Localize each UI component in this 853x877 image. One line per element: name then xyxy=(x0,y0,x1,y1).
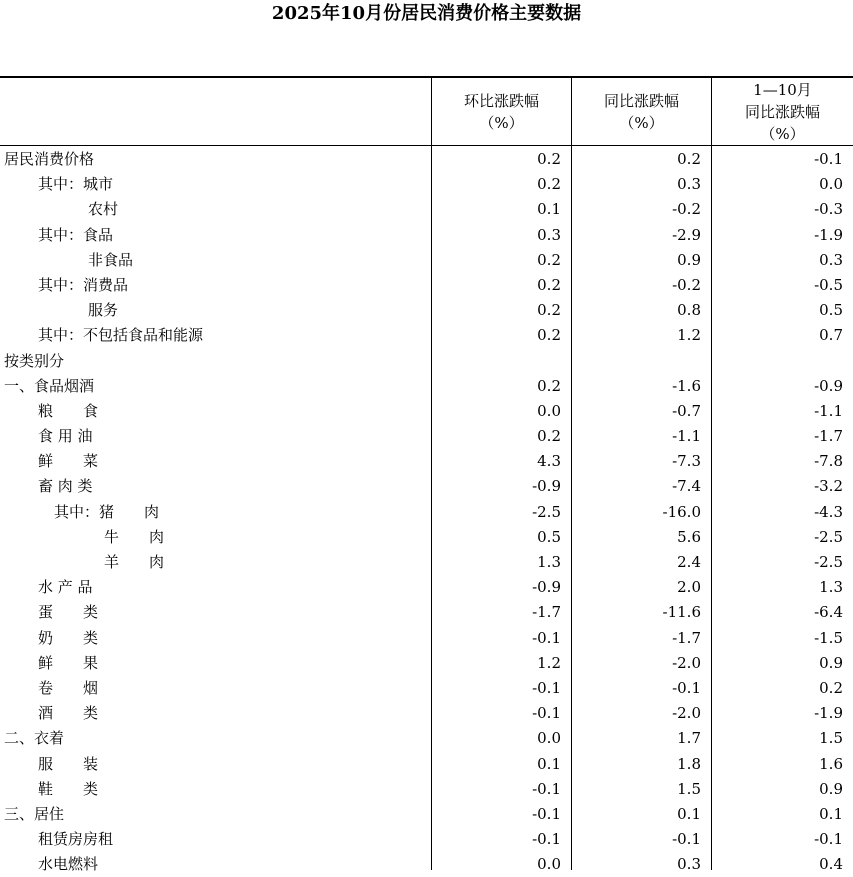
row-value-yoy: -2.0 xyxy=(672,704,701,723)
row-value-mom: 1.2 xyxy=(537,653,561,672)
row-value-ytd: -0.5 xyxy=(814,275,843,294)
row-value-yoy: 2.4 xyxy=(677,553,701,571)
row-value-mom: -0.1 xyxy=(532,704,561,723)
table-row xyxy=(0,600,853,625)
row-value-yoy: 0.9 xyxy=(677,250,701,269)
row-value-ytd: 0.3 xyxy=(819,250,843,269)
row-value-ytd: -2.5 xyxy=(814,553,843,571)
row-label: 蛋 类 xyxy=(38,603,99,622)
row-value-mom: -0.1 xyxy=(532,678,561,697)
row-label: 非食品 xyxy=(88,250,134,269)
header-yoy-line1: 同比涨跌幅 xyxy=(603,91,679,110)
header-ytd-line1: 1—10月 xyxy=(753,80,812,99)
table-row xyxy=(0,273,853,298)
table-row xyxy=(0,827,853,852)
row-value-yoy: -0.2 xyxy=(672,200,701,219)
row-value-mom: -0.1 xyxy=(532,628,561,647)
row-value-mom: 0.0 xyxy=(537,855,561,874)
row-value-yoy: 1.8 xyxy=(677,754,701,773)
row-value-mom: 0.1 xyxy=(537,200,561,219)
row-value-yoy: -7.3 xyxy=(672,452,701,471)
row-value-ytd: -0.1 xyxy=(814,830,843,849)
row-value-mom: 0.5 xyxy=(537,527,561,546)
row-label: 服务 xyxy=(88,301,119,320)
row-label: 卷 烟 xyxy=(38,678,99,697)
row-label: 农村 xyxy=(88,200,119,219)
row-label: 粮 食 xyxy=(38,401,99,420)
row-value-mom: 0.0 xyxy=(537,729,561,748)
row-value-ytd: -2.5 xyxy=(814,527,843,546)
row-value-yoy: -0.1 xyxy=(672,678,701,697)
row-value-ytd: -6.4 xyxy=(814,603,843,622)
row-label: 按类别分 xyxy=(4,351,65,370)
row-value-ytd: 0.0 xyxy=(819,175,843,194)
row-value-yoy: 0.3 xyxy=(677,175,701,194)
row-value-yoy: 1.7 xyxy=(677,729,701,748)
table-row xyxy=(0,147,853,172)
table-row xyxy=(0,500,853,525)
row-value-mom: 0.2 xyxy=(537,250,561,269)
table-row xyxy=(0,197,853,222)
table-row xyxy=(0,626,853,651)
row-value-ytd: -0.3 xyxy=(814,200,843,219)
table-row xyxy=(0,474,853,499)
row-value-mom: -0.9 xyxy=(532,477,561,496)
row-label: 其中：食品 xyxy=(38,225,114,244)
row-value-ytd: -1.1 xyxy=(814,401,843,420)
row-value-ytd: -1.9 xyxy=(814,225,843,244)
row-value-ytd: -7.8 xyxy=(814,452,843,471)
header-ytd-line2: 同比涨跌幅 xyxy=(744,102,820,121)
row-label: 二、衣着 xyxy=(4,729,65,748)
row-value-mom: 0.2 xyxy=(537,427,561,446)
row-value-ytd: 0.1 xyxy=(819,804,843,823)
table-header xyxy=(0,76,853,146)
row-label: 奶 类 xyxy=(38,628,99,647)
row-value-yoy: -1.7 xyxy=(672,628,701,647)
row-label: 其中：猪 肉 xyxy=(54,502,160,521)
row-label: 租赁房房租 xyxy=(38,830,114,849)
row-value-ytd: -4.3 xyxy=(814,502,843,521)
header-mom-line1: 环比涨跌幅 xyxy=(463,91,539,110)
row-value-yoy: -2.9 xyxy=(672,225,701,244)
row-label: 鲜 菜 xyxy=(38,452,99,471)
row-label: 水 产 品 xyxy=(38,578,93,597)
row-value-mom: 0.2 xyxy=(537,326,561,345)
row-label: 水电燃料 xyxy=(38,855,99,874)
row-label: 三、居住 xyxy=(4,804,65,823)
row-label: 羊 肉 xyxy=(104,553,165,571)
row-value-mom: -0.1 xyxy=(532,779,561,798)
row-value-mom: 4.3 xyxy=(537,452,561,471)
row-value-yoy: -0.1 xyxy=(672,830,701,849)
row-value-yoy: 2.0 xyxy=(677,578,701,597)
table-row xyxy=(0,172,853,197)
row-value-mom: -0.1 xyxy=(532,830,561,849)
row-value-yoy: -1.6 xyxy=(672,376,701,395)
table-body xyxy=(0,147,853,877)
page-title: 2025年10月份居民消费价格主要数据 xyxy=(271,3,582,24)
row-value-yoy: -0.2 xyxy=(672,275,701,294)
table-row xyxy=(0,223,853,248)
row-value-ytd: 0.4 xyxy=(819,855,843,874)
table-row xyxy=(0,550,853,575)
row-value-yoy: -1.1 xyxy=(672,427,701,446)
row-value-mom: -1.7 xyxy=(532,603,561,622)
row-value-mom: 0.2 xyxy=(537,301,561,320)
header-mom-line2: （%） xyxy=(479,113,524,132)
row-value-mom: 0.1 xyxy=(537,754,561,773)
row-value-mom: 1.3 xyxy=(537,553,561,571)
row-value-ytd: 0.2 xyxy=(819,678,843,697)
table-row xyxy=(0,399,853,424)
row-value-ytd: -1.5 xyxy=(814,628,843,647)
row-value-ytd: -1.9 xyxy=(814,704,843,723)
row-value-ytd: -3.2 xyxy=(814,477,843,496)
row-value-yoy: -7.4 xyxy=(672,477,701,496)
row-value-ytd: 1.5 xyxy=(819,729,843,748)
row-value-yoy: 5.6 xyxy=(677,527,701,546)
table-row xyxy=(0,726,853,751)
row-value-mom: 0.0 xyxy=(537,401,561,420)
table-row xyxy=(0,777,853,802)
table-row xyxy=(0,323,853,348)
row-value-mom: -2.5 xyxy=(532,502,561,521)
row-label: 酒 类 xyxy=(38,704,99,723)
row-value-mom: 0.2 xyxy=(537,275,561,294)
row-value-ytd: 0.7 xyxy=(819,326,843,345)
row-value-mom: 0.2 xyxy=(537,175,561,194)
table-row xyxy=(0,676,853,701)
table-row xyxy=(0,651,853,676)
table-row xyxy=(0,802,853,827)
table-row xyxy=(0,374,853,399)
row-label: 其中：不包括食品和能源 xyxy=(38,326,204,345)
table-row xyxy=(0,349,853,374)
row-value-yoy: 1.2 xyxy=(677,326,701,345)
table-row xyxy=(0,248,853,273)
row-value-yoy: 0.3 xyxy=(677,855,701,874)
row-label: 食 用 油 xyxy=(38,427,93,446)
table-row xyxy=(0,575,853,600)
row-value-ytd: 0.9 xyxy=(819,779,843,798)
table-row xyxy=(0,298,853,323)
row-value-mom: 0.3 xyxy=(537,225,561,244)
row-value-mom: 0.2 xyxy=(537,150,561,168)
row-value-yoy: -0.7 xyxy=(672,401,701,420)
row-value-yoy: 0.1 xyxy=(677,804,701,823)
table-row xyxy=(0,701,853,726)
header-yoy xyxy=(571,78,711,145)
row-value-yoy: 0.8 xyxy=(677,301,701,320)
row-label: 其中：城市 xyxy=(38,175,114,194)
row-label: 鞋 类 xyxy=(38,779,99,798)
row-value-ytd: 0.5 xyxy=(819,301,843,320)
row-label: 牛 肉 xyxy=(104,527,165,546)
row-value-mom: 0.2 xyxy=(537,376,561,395)
row-value-ytd: -0.1 xyxy=(814,150,843,168)
row-value-ytd: -0.9 xyxy=(814,376,843,395)
header-ytd-line3: （%） xyxy=(760,124,805,143)
header-yoy-line2: （%） xyxy=(619,113,664,132)
table-row xyxy=(0,525,853,550)
table-row xyxy=(0,752,853,777)
row-value-yoy: 1.5 xyxy=(677,779,701,798)
header-ytd xyxy=(711,78,853,145)
table-row xyxy=(0,449,853,474)
header-mom xyxy=(431,78,571,145)
table-row xyxy=(0,424,853,449)
row-value-ytd: 0.9 xyxy=(819,653,843,672)
row-label: 一、食品烟酒 xyxy=(4,376,95,395)
row-value-yoy: -16.0 xyxy=(662,502,701,521)
row-value-mom: -0.9 xyxy=(532,578,561,597)
row-value-yoy: -2.0 xyxy=(672,653,701,672)
row-value-yoy: 0.2 xyxy=(677,150,701,168)
row-value-yoy: -11.6 xyxy=(662,603,701,622)
row-label: 畜 肉 类 xyxy=(38,477,93,496)
row-label: 服 装 xyxy=(38,754,99,773)
row-value-ytd: 1.6 xyxy=(819,754,843,773)
row-label: 其中：消费品 xyxy=(38,275,129,294)
row-label: 鲜 果 xyxy=(38,653,99,672)
row-value-ytd: -1.7 xyxy=(814,427,843,446)
table-row xyxy=(0,852,853,877)
row-value-ytd: 1.3 xyxy=(819,578,843,597)
row-value-mom: -0.1 xyxy=(532,804,561,823)
row-label: 居民消费价格 xyxy=(4,150,95,168)
